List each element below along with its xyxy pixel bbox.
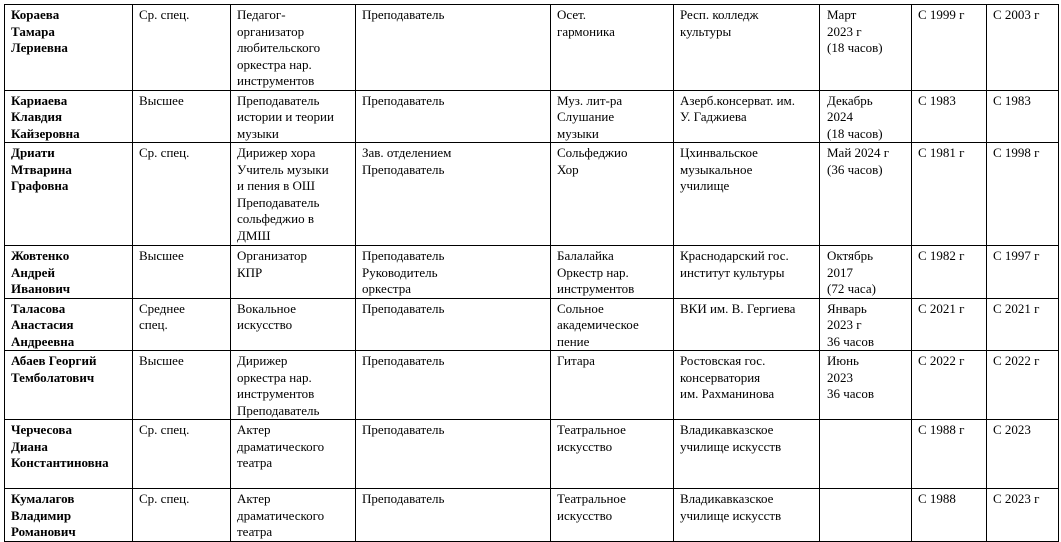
institution-cell: Краснодарский гос. институт культуры xyxy=(674,246,820,299)
teacher-name-cell: Абаев Георгий Темболатович xyxy=(5,351,133,420)
subjects-cell: Муз. лит-ра Слушание музыки xyxy=(551,90,674,143)
training-cell: Май 2024 г (36 часов) xyxy=(820,143,912,246)
staff-table xyxy=(4,4,1059,542)
training-cell: Декабрь 2024 (18 часов) xyxy=(820,90,912,143)
subjects-cell: Театральное искусство xyxy=(551,420,674,489)
education-cell: Ср. спец. xyxy=(133,420,231,489)
qualification-cell: Дирижер хора Учитель музыки и пения в ОШ Преподаватель сольфеджио в ДМШ xyxy=(231,143,356,246)
education-cell: Ср. спец. xyxy=(133,143,231,246)
position-cell: Зав. отделением Преподаватель xyxy=(356,143,551,246)
ped-experience-cell: С 1998 г xyxy=(987,143,1059,246)
total-experience-cell: С 1988 xyxy=(912,489,987,542)
institution-cell: Азерб.консерват. им. У. Гаджиева xyxy=(674,90,820,143)
institution-cell: Владикавказское училище искусств xyxy=(674,420,820,489)
teacher-name-cell: Кариаева Клавдия Кайзеровна xyxy=(5,90,133,143)
subjects-cell: Балалайка Оркестр нар. инструментов xyxy=(551,246,674,299)
subjects-cell: Гитара xyxy=(551,351,674,420)
education-cell: Высшее xyxy=(133,90,231,143)
total-experience-cell: С 1983 xyxy=(912,90,987,143)
teacher-name-cell: Кумалагов Владимир Романович xyxy=(5,489,133,542)
total-experience-cell: С 2021 г xyxy=(912,298,987,351)
total-experience-cell: С 1988 г xyxy=(912,420,987,489)
ped-experience-cell: С 2021 г xyxy=(987,298,1059,351)
position-cell: Преподаватель xyxy=(356,5,551,91)
training-cell xyxy=(820,489,912,542)
qualification-cell: Актер драматического театра xyxy=(231,420,356,489)
ped-experience-cell: С 1997 г xyxy=(987,246,1059,299)
training-cell: Январь 2023 г 36 часов xyxy=(820,298,912,351)
training-cell: Июнь 2023 36 часов xyxy=(820,351,912,420)
table-row xyxy=(5,143,1059,246)
table-row xyxy=(5,351,1059,420)
qualification-cell: Дирижер оркестра нар. инструментов Преподаватель xyxy=(231,351,356,420)
ped-experience-cell: С 2023 xyxy=(987,420,1059,489)
position-cell: Преподаватель xyxy=(356,298,551,351)
total-experience-cell: С 1999 г xyxy=(912,5,987,91)
education-cell: Высшее xyxy=(133,351,231,420)
position-cell: Преподаватель xyxy=(356,90,551,143)
teacher-name-cell: Таласова Анастасия Андреевна xyxy=(5,298,133,351)
qualification-cell: Педагог- организатор любительского оркестра нар. инструментов xyxy=(231,5,356,91)
qualification-cell: Преподаватель истории и теории музыки xyxy=(231,90,356,143)
education-cell: Высшее xyxy=(133,246,231,299)
institution-cell: Цхинвальское музыкальное училище xyxy=(674,143,820,246)
position-cell: Преподаватель xyxy=(356,420,551,489)
table-row xyxy=(5,5,1059,91)
subjects-cell: Сольное академическое пение xyxy=(551,298,674,351)
training-cell xyxy=(820,420,912,489)
institution-cell: Респ. колледж культуры xyxy=(674,5,820,91)
table-row xyxy=(5,90,1059,143)
institution-cell: Владикавказское училище искусств xyxy=(674,489,820,542)
institution-cell: ВКИ им. В. Гергиева xyxy=(674,298,820,351)
table-row xyxy=(5,420,1059,489)
teacher-name-cell: Черчесова Диана Константиновна xyxy=(5,420,133,489)
training-cell: Март 2023 г (18 часов) xyxy=(820,5,912,91)
ped-experience-cell: С 2022 г xyxy=(987,351,1059,420)
training-cell: Октябрь 2017 (72 часа) xyxy=(820,246,912,299)
table-row xyxy=(5,489,1059,542)
total-experience-cell: С 1981 г xyxy=(912,143,987,246)
teacher-name-cell: Дриати Мтварина Графовна xyxy=(5,143,133,246)
education-cell: Ср. спец. xyxy=(133,489,231,542)
ped-experience-cell: С 2023 г xyxy=(987,489,1059,542)
total-experience-cell: С 1982 г xyxy=(912,246,987,299)
total-experience-cell: С 2022 г xyxy=(912,351,987,420)
education-cell: Ср. спец. xyxy=(133,5,231,91)
qualification-cell: Вокальное искусство xyxy=(231,298,356,351)
position-cell: Преподаватель xyxy=(356,489,551,542)
table-row xyxy=(5,246,1059,299)
teacher-name-cell: Кораева Тамара Лериевна xyxy=(5,5,133,91)
qualification-cell: Актер драматического театра xyxy=(231,489,356,542)
subjects-cell: Осет. гармоника xyxy=(551,5,674,91)
position-cell: Преподаватель Руководитель оркестра xyxy=(356,246,551,299)
institution-cell: Ростовская гос. консерватория им. Рахманинова xyxy=(674,351,820,420)
ped-experience-cell: С 1983 xyxy=(987,90,1059,143)
table-row xyxy=(5,298,1059,351)
qualification-cell: Организатор КПР xyxy=(231,246,356,299)
education-cell: Среднее спец. xyxy=(133,298,231,351)
table-body xyxy=(5,5,1059,542)
ped-experience-cell: С 2003 г xyxy=(987,5,1059,91)
position-cell: Преподаватель xyxy=(356,351,551,420)
subjects-cell: Сольфеджио Хор xyxy=(551,143,674,246)
subjects-cell: Театральное искусство xyxy=(551,489,674,542)
teacher-name-cell: Жовтенко Андрей Иванович xyxy=(5,246,133,299)
